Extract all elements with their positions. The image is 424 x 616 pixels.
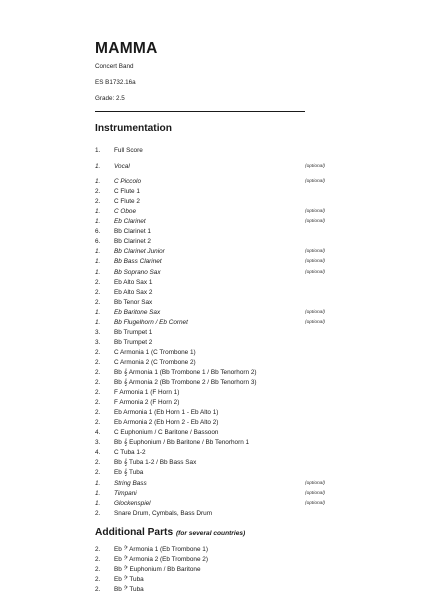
part-row <box>95 468 335 478</box>
part-count: 2. <box>95 509 101 517</box>
part-count: 1. <box>95 318 101 326</box>
part-count: 3. <box>95 328 101 336</box>
part-name: Bb 𝄞 Armonia 2 (Bb Trombone 2 / Bb Tenorhorn 3) <box>114 379 257 387</box>
part-row <box>95 187 335 197</box>
part-name: Bb Clarinet Junior <box>114 248 165 256</box>
part-name: C Oboe <box>114 208 137 216</box>
part-row <box>95 565 335 575</box>
part-row <box>95 348 335 358</box>
part-name: Full Score <box>114 147 143 154</box>
part-row <box>95 217 335 227</box>
part-name: Bb 𝄞 Euphonium / Bb Baritone / Bb Tenorhorn 1 <box>114 439 250 447</box>
part-name: Bb 𝄢 Euphonium / Bb Baritone <box>114 566 201 574</box>
part-count: 2. <box>95 546 101 553</box>
part-count: 1. <box>95 499 101 507</box>
part-row <box>95 479 335 489</box>
part-count: 1. <box>95 208 101 216</box>
part-name: Bb Clarinet 1 <box>114 228 151 236</box>
optional-label: (optional) <box>305 490 325 496</box>
additional-parts-title: Additional Parts <box>95 527 174 538</box>
part-name: C Piccolo <box>114 178 141 186</box>
part-row <box>95 489 335 499</box>
part-name: Eb 𝄢 Armonia 1 (Eb Trombone 1) <box>114 546 208 553</box>
additional-parts-list <box>95 545 335 595</box>
part-row <box>95 177 335 187</box>
part-count: 2. <box>95 288 101 296</box>
optional-label: (optional) <box>305 249 325 255</box>
instrumentation-heading: Instrumentation <box>95 123 172 134</box>
part-name: Eb 𝄞 Tuba <box>114 469 144 477</box>
part-name: Timpani <box>114 489 137 497</box>
part-row <box>95 499 335 509</box>
part-count: 2. <box>95 576 101 584</box>
part-count: 1. <box>95 479 101 487</box>
part-name: Bb Soprano Sax <box>114 268 161 276</box>
part-row <box>95 318 335 328</box>
part-row <box>95 448 335 458</box>
part-count: 2. <box>95 348 101 356</box>
optional-label: (optional) <box>305 179 325 185</box>
part-name: F Armonia 1 (F Horn 1) <box>114 389 180 397</box>
part-row <box>95 207 335 217</box>
part-name: Bb Tenor Sax <box>114 298 153 306</box>
part-row <box>95 428 335 438</box>
part-row <box>95 237 335 247</box>
part-name: String Bass <box>114 479 147 487</box>
part-count: 2. <box>95 368 101 376</box>
part-count: 2. <box>95 409 101 417</box>
catalog-number: ES B1732.16a <box>95 79 136 86</box>
part-row <box>95 197 335 207</box>
part-count: 1. <box>95 258 101 266</box>
part-row <box>95 418 335 428</box>
part-count: 2. <box>95 379 101 387</box>
part-count: 1. <box>95 178 101 186</box>
part-count: 2. <box>95 389 101 397</box>
part-name: Eb Baritone Sax <box>114 308 161 316</box>
part-row <box>95 268 335 278</box>
part-row <box>95 408 335 418</box>
part-row <box>95 458 335 468</box>
part-count: 2. <box>95 419 101 427</box>
part-row <box>95 388 335 398</box>
part-row <box>95 288 335 298</box>
part-count: 2. <box>95 358 101 366</box>
part-count: 1. <box>95 218 101 226</box>
part-row <box>95 509 335 519</box>
grade-level: Grade: 2.5 <box>95 95 125 102</box>
part-count: 6. <box>95 238 101 246</box>
part-row <box>95 545 335 555</box>
header-divider <box>95 111 305 112</box>
part-count: 1. <box>95 489 101 497</box>
part-name: Bb Flugelhorn / Eb Cornet <box>114 318 188 326</box>
ensemble-type: Concert Band <box>95 63 134 70</box>
part-row <box>95 378 335 388</box>
part-row <box>95 398 335 408</box>
piece-title: MAMMA <box>95 40 158 57</box>
part-row <box>95 278 335 288</box>
part-name: C Flute 1 <box>114 188 140 196</box>
part-name: Vocal <box>114 162 130 170</box>
optional-label: (optional) <box>305 163 325 169</box>
part-count: 2. <box>95 469 101 477</box>
part-count: 2. <box>95 298 101 306</box>
part-row <box>95 575 335 585</box>
part-row <box>95 146 335 156</box>
part-name: Bb Clarinet 2 <box>114 238 151 246</box>
part-name: Eb Armonia 1 (Eb Horn 1 - Eb Alto 1) <box>114 409 219 417</box>
part-count: 3. <box>95 338 101 346</box>
part-count: 1. <box>95 268 101 276</box>
part-name: Snare Drum, Cymbals, Bass Drum <box>114 509 213 517</box>
part-count: 1. <box>95 308 101 316</box>
optional-label: (optional) <box>305 309 325 315</box>
part-row <box>95 308 335 318</box>
part-name: Eb 𝄢 Tuba <box>114 576 144 584</box>
part-row <box>95 555 335 565</box>
part-name: C Armonia 1 (C Trombone 1) <box>114 348 196 356</box>
part-count: 4. <box>95 429 101 437</box>
optional-label: (optional) <box>305 500 325 506</box>
part-name: Bb Trumpet 2 <box>114 338 153 346</box>
part-row <box>95 358 335 368</box>
part-row <box>95 438 335 448</box>
part-name: Bb Bass Clarinet <box>114 258 162 266</box>
part-name: Eb Clarinet <box>114 218 146 226</box>
part-name: Bb 𝄞 Armonia 1 (Bb Trombone 1 / Bb Tenorhorn 2) <box>114 368 257 376</box>
part-name: F Armonia 2 (F Horn 2) <box>114 399 180 407</box>
part-count: 2. <box>95 566 101 574</box>
part-name: C Armonia 2 (C Trombone 2) <box>114 358 196 366</box>
optional-label: (optional) <box>305 480 325 486</box>
additional-parts-note: (for several countries) <box>175 530 246 537</box>
part-name: Eb 𝄢 Armonia 2 (Eb Trombone 2) <box>114 556 208 564</box>
part-name: Eb Alto Sax 1 <box>114 278 153 286</box>
part-row <box>95 328 335 338</box>
part-name: Eb Armonia 2 (Eb Horn 2 - Eb Alto 2) <box>114 419 219 427</box>
part-count: 2. <box>95 198 101 206</box>
additional-parts-heading <box>95 527 245 538</box>
optional-label: (optional) <box>305 259 325 265</box>
part-name: Glockenspiel <box>114 499 151 507</box>
part-name: C Tuba 1-2 <box>114 449 146 457</box>
part-count: 1. <box>95 248 101 256</box>
part-count: 2. <box>95 188 101 196</box>
part-name: Bb Trumpet 1 <box>114 328 153 336</box>
part-count: 2. <box>95 556 101 564</box>
part-name: C Euphonium / C Baritone / Bassoon <box>114 429 219 437</box>
part-name: Bb 𝄢 Tuba <box>114 586 144 594</box>
part-count: 2. <box>95 586 101 594</box>
part-count: 2. <box>95 278 101 286</box>
part-count: 1. <box>95 147 101 154</box>
part-count: 6. <box>95 228 101 236</box>
part-row <box>95 247 335 257</box>
part-count: 3. <box>95 439 101 447</box>
part-row <box>95 368 335 378</box>
part-row <box>95 585 335 595</box>
part-name: Bb 𝄞 Tuba 1-2 / Bb Bass Sax <box>114 459 197 467</box>
part-count: 4. <box>95 449 101 457</box>
part-row <box>95 298 335 308</box>
instrumentation-list <box>95 146 335 519</box>
part-row <box>95 227 335 237</box>
part-count: 2. <box>95 459 101 467</box>
part-count: 1. <box>95 162 101 170</box>
part-row <box>95 162 335 172</box>
optional-label: (optional) <box>305 209 325 215</box>
optional-label: (optional) <box>305 319 325 325</box>
optional-label: (optional) <box>305 269 325 275</box>
optional-label: (optional) <box>305 219 325 225</box>
part-name: Eb Alto Sax 2 <box>114 288 153 296</box>
part-name: C Flute 2 <box>114 198 140 206</box>
part-count: 2. <box>95 399 101 407</box>
part-row <box>95 257 335 267</box>
part-row <box>95 338 335 348</box>
